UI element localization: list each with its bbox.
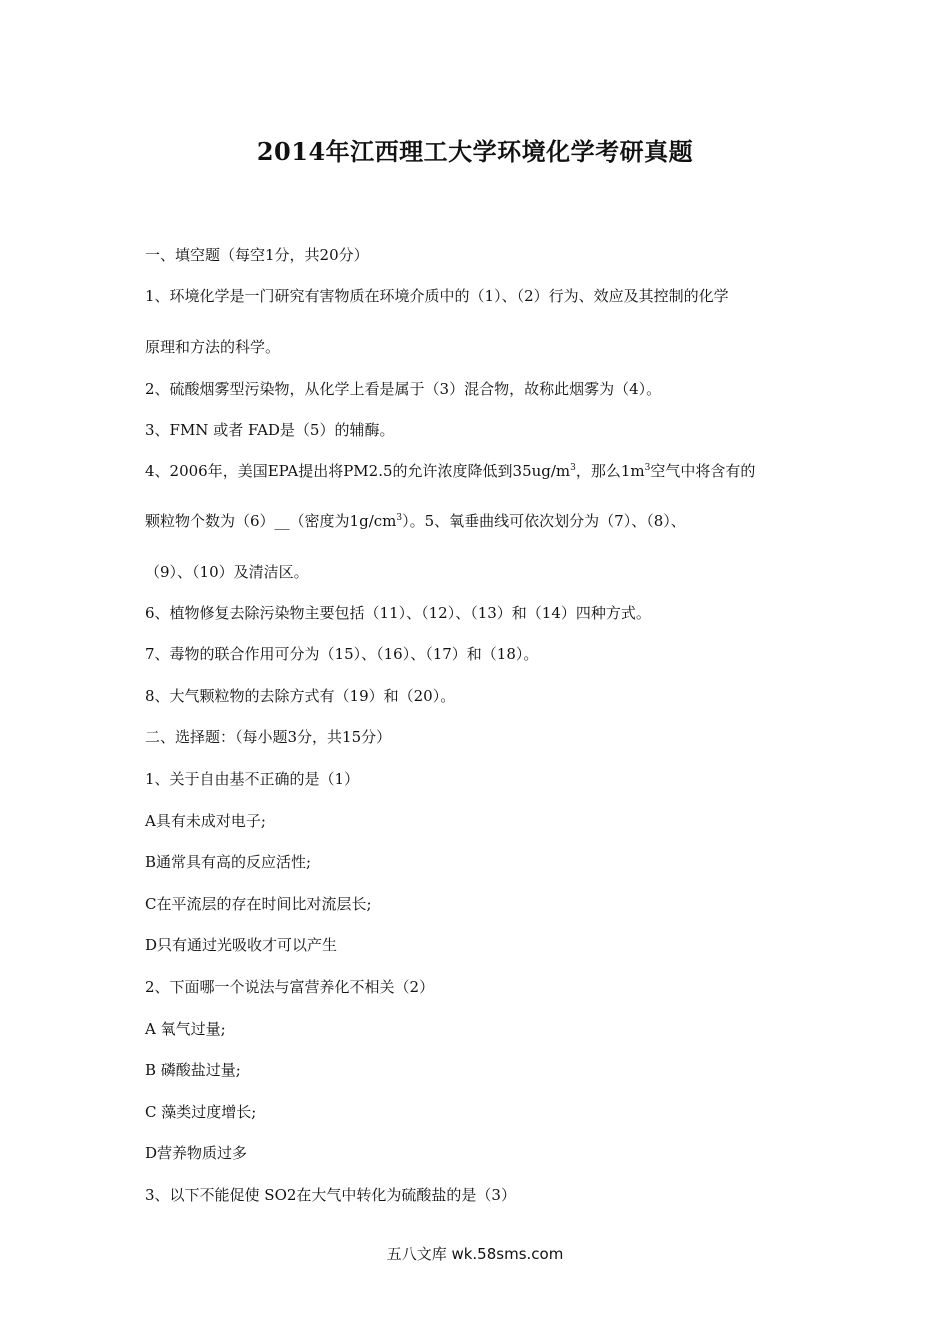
- section1-heading: 一、填空题（每空1分，共20分）: [145, 246, 369, 264]
- section1-q6: 6、植物修复去除污染物主要包括（11）、（12）、（13）和（14）四种方式。: [145, 604, 651, 622]
- footer-watermark: 五八文库 wk.58sms.com: [386, 1245, 564, 1263]
- section1-q8: 8、大气颗粒物的去除方式有（19）和（20）。: [145, 687, 456, 705]
- section2-q2-option-d: D营养物质过多: [145, 1144, 248, 1162]
- q4-text-part2: ，那么1m: [575, 462, 645, 480]
- section1-q1-line1: 1、环境化学是一门研究有害物质在环境介质中的（1）、（2）行为、效应及其控制的化学: [145, 287, 729, 305]
- section1-q1-line2: 原理和方法的科学。: [145, 338, 281, 356]
- section2-q1: 1、关于自由基不正确的是（1）: [145, 770, 360, 788]
- section1-q5-line3: （9）、（10）及清洁区。: [145, 563, 309, 581]
- section1-q4-line2: [145, 510, 686, 532]
- section2-q2-option-b: B 磷酸盐过量;: [145, 1061, 241, 1079]
- q4-text-part1: 4、2006年，美国EPA提出将PM2.5的允许浓度降低到35ug/m: [145, 462, 571, 480]
- section2-q1-option-c: C在平流层的存在时间比对流层长;: [145, 895, 372, 913]
- q4-line2-superscript: 3: [396, 513, 403, 523]
- q4-text-part3: 空气中将含有的: [650, 462, 756, 480]
- section2-q1-option-b: B通常具有高的反应活性;: [145, 853, 312, 871]
- section1-q7: 7、毒物的联合作用可分为（15）、（16）、（17）和（18）。: [145, 645, 539, 663]
- section2-q2: 2、下面哪一个说法与富营养化不相关（2）: [145, 978, 435, 996]
- section2-q3: 3、以下不能促使 SO2在大气中转化为硫酸盐的是（3）: [145, 1186, 516, 1204]
- section2-heading: 二、选择题：（每小题3分，共15分）: [145, 728, 392, 746]
- section1-q3: 3、FMN 或者 FAD是（5）的辅酶。: [145, 421, 395, 439]
- q4-superscript-2: 3: [644, 463, 651, 473]
- section2-q2-option-c: C 藻类过度增长;: [145, 1103, 257, 1121]
- section1-q4-line1: [145, 460, 755, 482]
- document-title: 2014年江西理工大学环境化学考研真题: [256, 137, 694, 166]
- q4-superscript-1: 3: [570, 463, 576, 473]
- section2-q2-option-a: A 氧气过量;: [145, 1020, 226, 1038]
- section2-q1-option-d: D只有通过光吸收才可以产生: [145, 936, 338, 954]
- q4-line2-part1: 颗粒物个数为（6）__（密度为1g/cm: [145, 512, 397, 530]
- q4-line2-part2: ）。5、氧垂曲线可依次划分为（7）、（8）、: [402, 512, 686, 530]
- section1-q2: 2、硫酸烟雾型污染物，从化学上看是属于（3）混合物，故称此烟雾为（4）。: [145, 380, 662, 398]
- section2-q1-option-a: A具有未成对电子;: [145, 812, 266, 830]
